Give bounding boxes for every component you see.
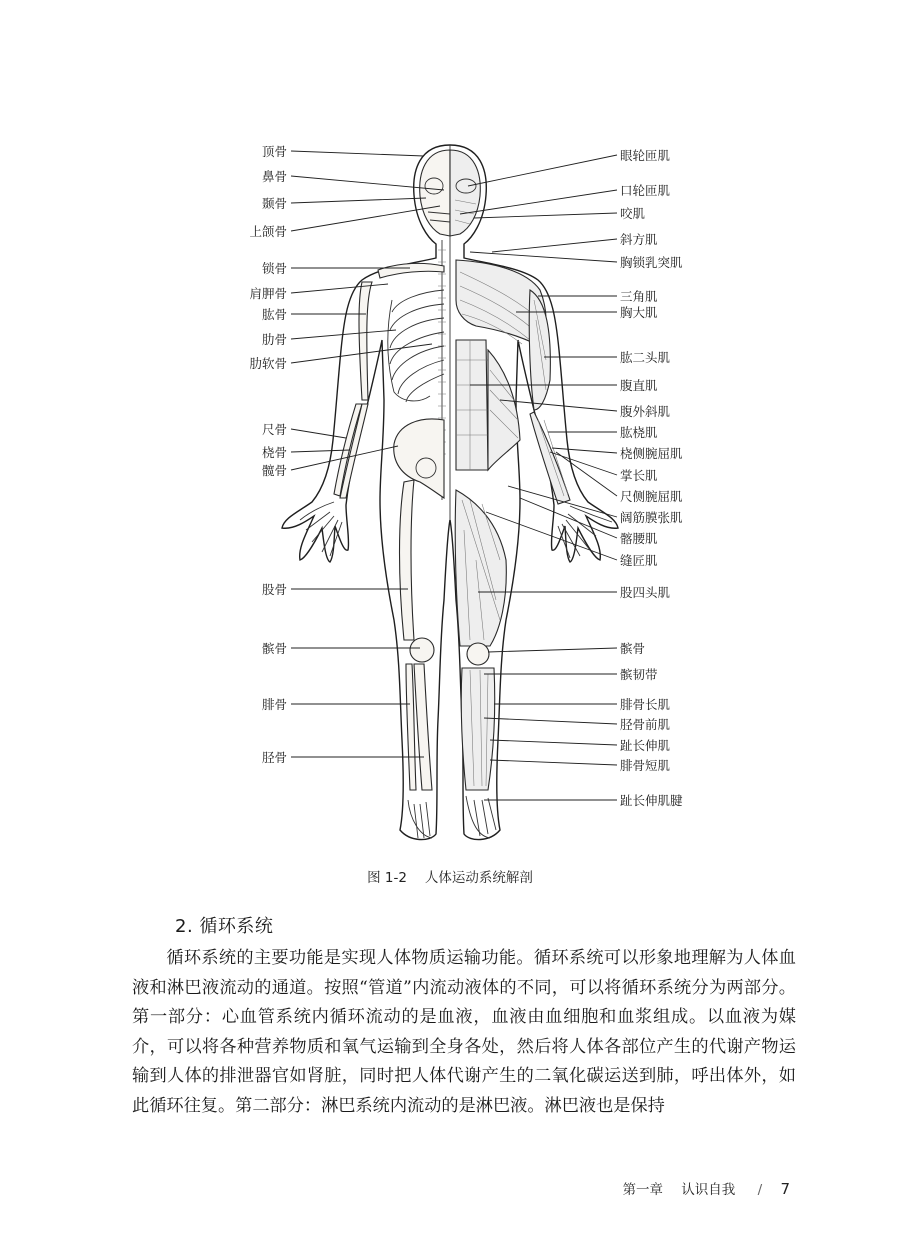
label-rectus-abdominis: 腹直肌 xyxy=(620,378,658,393)
label-humerus: 肱骨 xyxy=(261,307,287,322)
label-flexor-carpi-ulnaris: 尺侧腕屈肌 xyxy=(620,489,683,504)
label-maxilla: 上颌骨 xyxy=(249,224,287,239)
label-sternocleidomastoid: 胸锁乳突肌 xyxy=(620,255,683,270)
body-illustration xyxy=(282,145,618,840)
page-footer xyxy=(623,1178,791,1198)
label-deltoid: 三角肌 xyxy=(620,289,658,304)
label-trapezius: 斜方肌 xyxy=(620,232,658,247)
figure-number: 图 1-2 xyxy=(367,870,407,886)
label-extensor-digitorum-longus: 趾长伸肌 xyxy=(620,738,671,753)
label-biceps: 肱二头肌 xyxy=(620,350,671,365)
label-temporal: 颞骨 xyxy=(261,196,287,211)
label-patella-right: 髌骨 xyxy=(620,641,646,656)
label-tibialis-anterior: 胫骨前肌 xyxy=(620,717,671,732)
label-hip-bone: 髋骨 xyxy=(261,463,287,478)
section-heading: 2. 循环系统 xyxy=(175,916,274,937)
label-femur: 股骨 xyxy=(261,582,287,597)
label-patella-left: 髌骨 xyxy=(261,641,287,656)
page-number: 7 xyxy=(780,1180,790,1198)
label-fibularis-brevis: 腓骨短肌 xyxy=(620,758,671,773)
label-sartorius: 缝匠肌 xyxy=(620,553,658,568)
figure-title: 人体运动系统解剖 xyxy=(424,870,533,886)
label-iliopsoas: 髂腰肌 xyxy=(620,531,658,546)
footer-separator: / xyxy=(757,1182,763,1198)
chapter-number: 第一章 xyxy=(622,1182,663,1198)
label-flexor-carpi-radialis: 桡侧腕屈肌 xyxy=(620,446,683,461)
label-parietal: 顶骨 xyxy=(261,144,287,159)
label-palmaris-longus: 掌长肌 xyxy=(620,468,658,483)
label-clavicle: 锁骨 xyxy=(261,261,287,276)
label-fibula: 腓骨 xyxy=(261,697,287,712)
label-radius: 桡骨 xyxy=(261,445,287,460)
label-tensor-fasciae-latae: 阔筋膜张肌 xyxy=(620,510,683,525)
label-costal-cartilage: 肋软骨 xyxy=(249,356,287,371)
label-ulna: 尺骨 xyxy=(261,422,287,437)
label-pectoralis-major: 胸大肌 xyxy=(620,305,658,320)
paragraph: 循环系统的主要功能是实现人体物质运输功能。循环系统可以形象地理解为人体血液和淋巴液流动的通道。按照“管道”内流动液体的不同，可以将循环系统分为两部分。第一部分：心血管系统内循环流动的是血液，血液由血细胞和血浆组成。以血液为媒介，可以将各种营养物质和氧气运输到全身各处，然后将人体各部位产生的代谢产物运输到人体的排泄器官如肾脏，同时把人体代谢产生的二氧化碳运送到肺，呼出体外，如此循环往复。第二部分：淋巴系统内流动的是淋巴液。淋巴液也是保持 xyxy=(132,948,796,1116)
label-nasal: 鼻骨 xyxy=(261,169,287,184)
label-brachioradialis: 肱桡肌 xyxy=(620,425,658,440)
label-ribs: 肋骨 xyxy=(261,332,287,347)
label-extensor-tendon: 趾长伸肌腱 xyxy=(620,793,683,808)
label-quadriceps: 股四头肌 xyxy=(620,585,671,600)
label-fibularis-longus: 腓骨长肌 xyxy=(620,697,671,712)
label-scapula: 肩胛骨 xyxy=(249,286,287,301)
label-orbicularis-oculi: 眼轮匝肌 xyxy=(620,148,671,163)
figure-caption xyxy=(0,866,900,886)
label-orbicularis-oris: 口轮匝肌 xyxy=(620,183,671,198)
body-text xyxy=(132,944,796,1122)
label-masseter: 咬肌 xyxy=(620,206,646,221)
label-external-oblique: 腹外斜肌 xyxy=(620,404,671,419)
label-patellar-ligament: 髌韧带 xyxy=(620,667,658,682)
chapter-title: 认识自我 xyxy=(681,1182,736,1198)
label-tibia: 胫骨 xyxy=(261,750,287,765)
